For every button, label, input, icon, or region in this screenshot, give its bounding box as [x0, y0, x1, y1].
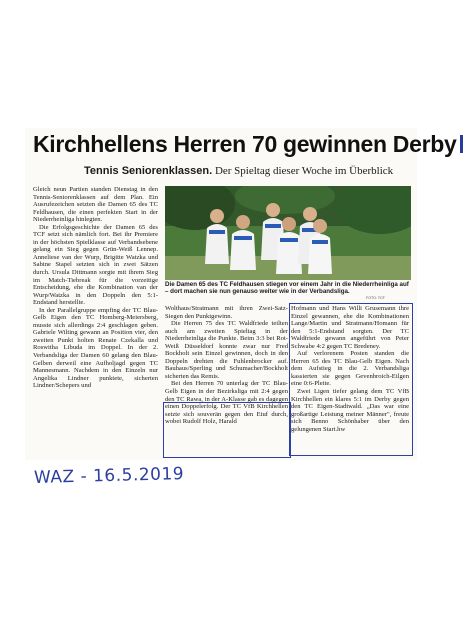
photo-credit: FOTO: TCF: [366, 296, 385, 300]
subhead-kicker: Tennis Seniorenklassen.: [84, 165, 213, 177]
paragraph: Gleich neun Partien standen Dienstag in den Tennis-Seniorenklassen auf dem Plan. Ein Ausrufezeichen setzten die Damen 65 des TC Feldhausen, die einen perfekten Start in der Niederrheinliga hinlegten.: [33, 186, 158, 224]
paragraph: In der Parallelgruppe empfing der TC Blau-Gelb Eigen den TC Homberg-Meiersberg, musste sich allerdings 2:4 geschlagen geben. Gabriele Wilting gewann an Position vier, den zweiten Punkt holten Renate Czekalla und Roswitha Libuda im Doppel. In der 2. Verbandsliga der Damen 60 gelang den Blau-Gelben derweil eine Aufholjagd gegen TC Mannesmann. Nachdem in den Einzeln nur Angelika Lindner punktete, sicherten Lindner/Schepers und: [33, 306, 158, 390]
subhead-text: Der Spieltag dieser Woche im Überblick: [214, 165, 394, 177]
paragraph: Hofmann und Hans Willi Grusemann ihre Einzel gewannen, ehe die Kombinationen Lange/Martin und Stratmann/Homann für den 5:1-Endstand sorgten. Der TC Waldfriede gewann angeführt von Peter Schwabe 4:2 gegen TC Bredeney.: [291, 305, 409, 350]
headline-marker: [460, 135, 463, 153]
article-headline: [33, 131, 457, 157]
paragraph: Bei den Herren 70 unterlag der TC Blau-Gelb Eigen in der Bezirksliga mit 2:4 gegen den TC Rawa, in der A-Klasse gab es dagegen einen Doppelerfolg. Der TC VfB Kirchhellen setzte sich souverän gegen den Etuf durch, wobei Rudolf Holz, Harald: [165, 380, 288, 426]
pen-marking-herren70: [163, 402, 291, 458]
paragraph: Auf verlorenem Posten standen die Herren 65 des TC Blau-Gelb Eigen. Nach dem Aufstieg in die 2. Verbandsliga kassierten sie gegen Gevenbroich-Eilgen eine 0:6-Pleite.: [291, 350, 409, 388]
headline-text: Kirchhellens Herren 70 gewinnen Derby: [33, 131, 457, 157]
team-photo-image: [165, 186, 411, 280]
paragraph: Zwei Ligen tiefer gelang dem TC VfB Kirchhellen ein klares 5:1 im Derby gegen den TC Eigen-Stadtwald. „Das war eine großartige Leistung meiner Männer", freute sich Benno Schönhaber über den gelungenen Start.hw: [291, 388, 409, 433]
photo-caption: Die Damen 65 des TC Feldhausen stiegen vor einem Jahr in die Niederrheinliga auf – dort machen sie nun genauso weiter wie in der Verbandsliga.: [165, 281, 409, 296]
article-column-1: [33, 186, 158, 390]
pen-marking-column3: [289, 303, 413, 456]
paragraph: Die Herren 75 des TC Waldfriede teilten auch am zweiten Spieltag in der Niederrheinliga die Punkte. Beim 3:3 bei Rot-Weiß Düsseldorf konnte zwar nur Fred Bockholt sein Einzel gewinnen, doch in den Doppeln drehten die Fuhlenbrocker auf. Bauhaus/Sperling und Schumacher/Bockholt sicherten das Remis.: [165, 320, 288, 380]
team-photo: [165, 186, 411, 280]
article-subhead: [84, 165, 404, 177]
paragraph: Wolthaus/Stratmann mit ihren Zwei-Satz-Siegen den Punktgewinn.: [165, 305, 288, 320]
handwritten-note: WAZ - 16.5.2019: [33, 464, 185, 488]
paragraph: Die Erfolgsgeschichte der Damen 65 des TCF setzt sich nämlich fort. Bei ihr Premiere in der höchsten Spielklasse auf Verbandsebene gelang ein Sieg gegen Grün-Weiß Lennep. Anneliese van der Wurp, Brigitte Watzka und Sabine Stapel setzten sich in zwei Sätzen durch. Ursula Dittmann sorgte mit ihrem Sieg im Match-Tiebreak für die vorzeitige Entscheidung, ehe die Kombination van der Wurp/Watzka in den Doppeln den 5:1-Endstand herstellte.: [33, 223, 158, 307]
